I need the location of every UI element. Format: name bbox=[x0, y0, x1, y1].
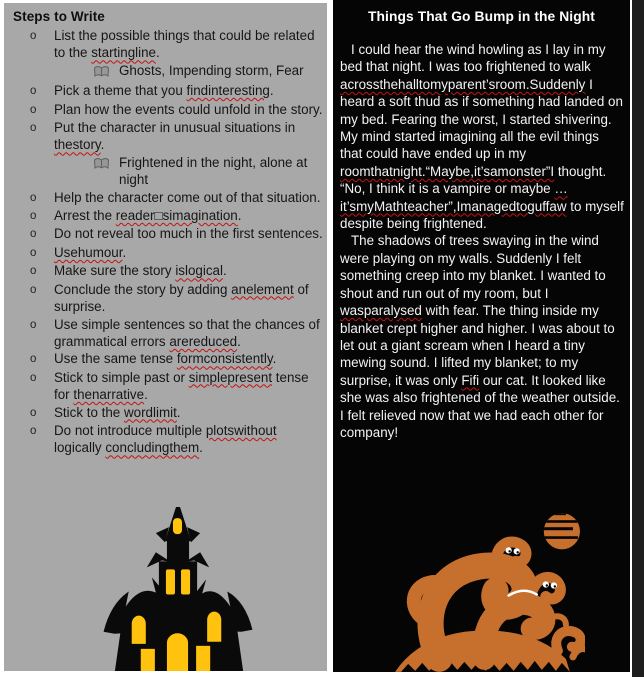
text-run: . bbox=[237, 208, 242, 224]
text-run: Help the character come out of that situation. bbox=[54, 189, 321, 205]
misspelled-text: roomthatnight.“Maybe,it’samonster”I bbox=[340, 163, 555, 179]
misspelled-text: wordlimit bbox=[123, 404, 177, 420]
text-run: thought. “No, I think it is a vampire or maybe bbox=[340, 163, 607, 197]
text-run: Plan how the events could unfold in the story. bbox=[54, 101, 323, 117]
list-item bbox=[4, 225, 327, 243]
list-item bbox=[4, 101, 327, 119]
list-item bbox=[4, 207, 327, 225]
list-item-text bbox=[54, 207, 327, 225]
text-run: . bbox=[100, 137, 105, 153]
circle-bullet: o bbox=[30, 246, 37, 259]
circle-bullet: o bbox=[30, 228, 37, 241]
text-run: Use simple sentences so that the chances of grammatical errors bbox=[54, 316, 320, 349]
text-run: Stick to simple past or bbox=[54, 369, 189, 385]
misspelled-text: simplepresent bbox=[188, 369, 273, 385]
text-run: . bbox=[237, 333, 241, 349]
list-item bbox=[4, 27, 327, 62]
text-run: . bbox=[176, 404, 181, 420]
misspelled-text: Fifi bbox=[461, 372, 480, 388]
text-run: Make sure the story bbox=[54, 263, 176, 279]
text-run: I heard a soft thud as if something had landed on my bed. Fearing the worst, I started shivering. My mind started imagining all the evil things that could have ended up in my bbox=[340, 76, 623, 162]
text-run: Do not introduce multiple bbox=[54, 422, 206, 438]
misspelled-text: thenarrative bbox=[73, 387, 145, 403]
text-run: . bbox=[272, 351, 277, 367]
circle-bullet: o bbox=[30, 406, 37, 419]
text-run: . bbox=[156, 45, 160, 61]
right-panel bbox=[333, 0, 630, 672]
misspelled-text: Usehumour bbox=[54, 244, 123, 260]
spire-window bbox=[173, 518, 182, 534]
circle-bullet: o bbox=[30, 103, 37, 116]
text-run: to myself despite being frightened. bbox=[340, 198, 624, 232]
text-run: . bbox=[122, 244, 127, 260]
list-item bbox=[4, 422, 327, 457]
example-item-text bbox=[119, 62, 327, 82]
circle-bullet: o bbox=[30, 191, 37, 204]
list-item-text bbox=[54, 281, 327, 316]
text-run: our cat. It looked like she was also frightened of the weather outside. I felt relieved now that we had each other for company! bbox=[340, 372, 620, 440]
misspelled-text: plotswithout bbox=[205, 422, 277, 438]
house-mid-tower bbox=[159, 561, 197, 617]
text-run: . bbox=[222, 263, 227, 279]
list-item-text bbox=[54, 369, 327, 404]
list-item bbox=[4, 404, 327, 422]
story-paragraph bbox=[340, 41, 624, 232]
list-item-text bbox=[54, 316, 327, 351]
list-item-text bbox=[54, 422, 327, 457]
circle-bullet: o bbox=[30, 122, 37, 135]
text-run: . bbox=[269, 83, 274, 99]
list-item bbox=[4, 82, 327, 100]
misspelled-text: acrossthehalltomyparent’sroom.Suddenly bbox=[340, 76, 586, 92]
tower-window-left bbox=[166, 569, 175, 594]
misspelled-text: startingline bbox=[91, 45, 156, 61]
list-item bbox=[4, 281, 327, 316]
spooky-swirl-image bbox=[379, 500, 585, 672]
misspelled-text: wasparalysed bbox=[340, 303, 422, 319]
text-run: I could hear the wind howling as I lay in my bed that night. I was too frightened to walk bbox=[340, 42, 606, 75]
misspelled-text: thestory bbox=[54, 137, 101, 153]
circle-bullet: o bbox=[30, 85, 37, 98]
text-run: . bbox=[144, 387, 148, 403]
misspelled-text: concludingthem bbox=[105, 440, 200, 456]
text-run: Use the same tense bbox=[54, 351, 177, 367]
circle-bullet: o bbox=[30, 318, 37, 331]
list-item-text bbox=[54, 225, 327, 243]
left-heading: Steps to Write bbox=[13, 9, 105, 24]
text-run: with fear. The thing inside my blanket crept higher and higher. I was about to let out a giant scream when I heard a tiny mewing sound. I lifted my blanket; to my surprise, it was only bbox=[340, 303, 615, 388]
circle-bullet: o bbox=[30, 210, 37, 223]
text-run: List the possible things that could be related to the bbox=[54, 28, 315, 61]
list-item-text bbox=[54, 119, 327, 154]
list-item-text bbox=[54, 189, 327, 207]
text-run: Pick a theme that you bbox=[54, 83, 187, 99]
page-edge-shadow bbox=[630, 0, 644, 677]
list-item-text bbox=[54, 404, 327, 422]
text-run: tense for bbox=[54, 369, 309, 403]
misspelled-text: anelement bbox=[231, 281, 294, 297]
misspelled-text: arereduced bbox=[169, 333, 238, 349]
steps-list bbox=[4, 27, 327, 457]
text-run: Arrest the bbox=[54, 208, 116, 224]
list-item-text bbox=[54, 350, 327, 368]
text-run: The shadows of trees swaying in the wind were playing on my walls. Suddenly I felt something creep into my blanket. I wanted to shout and run out of my room, but I bbox=[340, 233, 606, 301]
circle-bullet: o bbox=[30, 424, 37, 437]
tower-window-right bbox=[181, 569, 190, 594]
list-item bbox=[4, 244, 327, 262]
misspelled-text: findinteresting bbox=[186, 83, 270, 99]
circle-bullet: o bbox=[30, 30, 37, 42]
list-item bbox=[4, 350, 327, 368]
circle-bullet: o bbox=[30, 371, 37, 384]
text-run: Frightened in the night, alone at night bbox=[119, 154, 308, 188]
story-text bbox=[333, 41, 630, 441]
text-run: Stick to the bbox=[54, 404, 124, 420]
arch-window-left bbox=[132, 616, 146, 644]
list-item-text bbox=[54, 101, 327, 119]
circle-bullet: o bbox=[30, 265, 37, 278]
misspelled-text: islogical bbox=[175, 263, 223, 279]
text-run: Do not reveal too much in the first sentences. bbox=[54, 226, 323, 242]
circle-bullet: o bbox=[30, 353, 37, 366]
list-item-text bbox=[54, 27, 327, 62]
arch-window-right bbox=[207, 612, 221, 642]
moon-icon bbox=[540, 513, 580, 549]
house-door bbox=[167, 633, 188, 671]
list-item bbox=[4, 189, 327, 207]
example-item-text bbox=[119, 154, 327, 189]
bottom-window-right bbox=[196, 646, 210, 671]
text-run: . bbox=[199, 440, 203, 456]
text-run: logically bbox=[54, 440, 106, 456]
example-item bbox=[4, 154, 327, 189]
example-item bbox=[4, 62, 327, 82]
misspelled-text: reader□simagination bbox=[115, 208, 238, 224]
misspelled-text: formconsistently bbox=[176, 351, 273, 367]
text-run: of surprise. bbox=[54, 281, 309, 315]
story-title: Things That Go Bump in the Night bbox=[368, 9, 595, 24]
misspelled-text: …it’smyMathteacher”,Imanagedtoguffaw bbox=[340, 181, 568, 214]
circle-bullet: o bbox=[30, 283, 37, 296]
list-item bbox=[4, 262, 327, 280]
list-item-text bbox=[54, 82, 327, 100]
list-item-text bbox=[54, 244, 327, 262]
haunted-house-image bbox=[102, 507, 254, 671]
left-panel bbox=[4, 3, 327, 671]
bottom-window-left bbox=[141, 649, 155, 671]
open-book-icon bbox=[93, 154, 111, 189]
text-run: Put the character in unusual situations in bbox=[54, 120, 296, 136]
text-run: Conclude the story by adding bbox=[54, 281, 232, 297]
open-book-icon bbox=[93, 62, 111, 82]
text-run: Ghosts, Impending storm, Fear bbox=[119, 62, 304, 78]
story-paragraph bbox=[340, 232, 624, 441]
list-item bbox=[4, 316, 327, 351]
list-item bbox=[4, 369, 327, 404]
list-item-text bbox=[54, 262, 327, 280]
list-item bbox=[4, 119, 327, 154]
